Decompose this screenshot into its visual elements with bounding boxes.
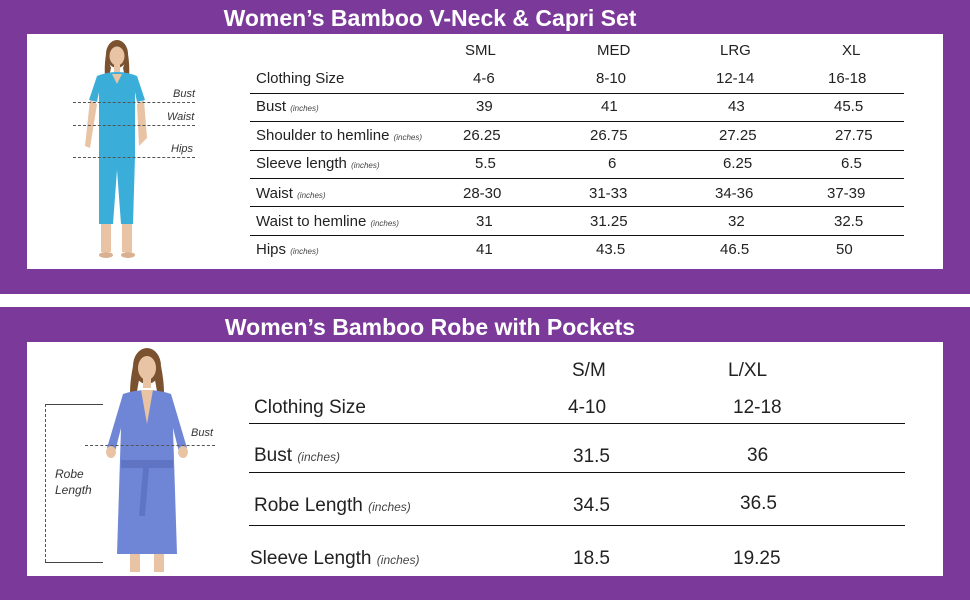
robe-title: Women’s Bamboo Robe with Pockets bbox=[224, 314, 636, 340]
table-cell: 41 bbox=[476, 241, 493, 258]
size-header-sm: S/M bbox=[572, 360, 606, 381]
row-divider bbox=[250, 150, 904, 151]
bust-callout: Bust bbox=[173, 88, 196, 100]
waist-guide-line bbox=[73, 125, 195, 126]
table-row-label: Sleeve Length (inches) bbox=[250, 548, 420, 569]
table-row-label: Shoulder to hemline (inches) bbox=[256, 127, 423, 144]
table-cell: 16-18 bbox=[828, 70, 867, 87]
robe-bust-guide-line bbox=[85, 445, 215, 446]
hips-callout: Hips bbox=[171, 143, 194, 155]
robe-bust-callout: Bust bbox=[191, 427, 214, 439]
size-header-xl: XL bbox=[842, 42, 861, 59]
table-cell: 8-10 bbox=[596, 70, 627, 87]
row-divider bbox=[249, 525, 905, 526]
row-divider bbox=[250, 121, 904, 122]
robe-panel bbox=[0, 307, 970, 600]
table-cell: 26.25 bbox=[463, 127, 501, 144]
table-cell: 4-6 bbox=[473, 70, 495, 87]
row-divider bbox=[249, 423, 905, 424]
table-cell: 34-36 bbox=[715, 185, 754, 202]
pajama-set-card bbox=[27, 34, 943, 269]
table-cell: 12-14 bbox=[716, 70, 755, 87]
table-cell: 37-39 bbox=[827, 185, 866, 202]
table-cell: 43 bbox=[728, 98, 745, 115]
hips-guide-line bbox=[73, 157, 195, 158]
table-cell: 27.25 bbox=[719, 127, 757, 144]
table-cell: 46.5 bbox=[720, 241, 750, 258]
table-cell: 32 bbox=[728, 213, 745, 230]
table-cell: 43.5 bbox=[596, 241, 626, 258]
table-cell: 39 bbox=[476, 98, 493, 115]
table-cell: 34.5 bbox=[573, 495, 610, 516]
robe-bottom-line bbox=[45, 562, 103, 563]
size-header-lxl: L/XL bbox=[728, 360, 768, 381]
row-divider bbox=[250, 206, 904, 207]
size-header-med: MED bbox=[597, 42, 631, 59]
robe-top-line bbox=[45, 404, 103, 405]
size-header-lrg: LRG bbox=[720, 42, 751, 59]
table-cell: 50 bbox=[836, 241, 853, 258]
table-row-label: Waist (inches) bbox=[256, 185, 326, 202]
table-row-label: Bust (inches) bbox=[256, 98, 319, 115]
row-divider bbox=[250, 235, 904, 236]
table-cell: 12-18 bbox=[733, 397, 782, 418]
model-robe-figure bbox=[97, 344, 197, 576]
table-cell: 5.5 bbox=[475, 155, 496, 172]
pajama-set-panel bbox=[0, 0, 970, 294]
robe-card bbox=[27, 342, 943, 576]
table-cell: 45.5 bbox=[834, 98, 864, 115]
bust-guide-line bbox=[73, 102, 195, 103]
table-cell: 6 bbox=[608, 155, 617, 172]
table-cell: 28-30 bbox=[463, 185, 502, 202]
table-row-label: Bust (inches) bbox=[254, 445, 340, 466]
table-cell: 31.25 bbox=[590, 213, 628, 230]
table-cell: 36 bbox=[747, 445, 769, 466]
table-cell: 31.5 bbox=[573, 446, 610, 467]
table-row-label: Robe Length (inches) bbox=[254, 495, 411, 516]
robe-length-guide bbox=[45, 404, 46, 562]
waist-callout: Waist bbox=[167, 111, 195, 123]
table-cell: 31 bbox=[476, 213, 493, 230]
table-row-label: Hips (inches) bbox=[256, 241, 319, 258]
table-row-label: Clothing Size bbox=[254, 397, 366, 418]
table-cell: 26.75 bbox=[590, 127, 628, 144]
table-cell: 32.5 bbox=[834, 213, 864, 230]
table-cell: 4-10 bbox=[568, 397, 607, 418]
table-cell: 27.75 bbox=[835, 127, 873, 144]
table-cell: 31-33 bbox=[589, 185, 628, 202]
table-cell: 36.5 bbox=[740, 493, 777, 514]
table-cell: 41 bbox=[601, 98, 618, 115]
row-divider bbox=[250, 178, 904, 179]
table-cell: 6.25 bbox=[723, 155, 753, 172]
size-header-sml: SML bbox=[465, 42, 496, 59]
robe-length-callout: Robe Length bbox=[55, 467, 92, 497]
pajama-set-title: Women’s Bamboo V-Neck & Capri Set bbox=[223, 5, 637, 31]
model-pajama-figure bbox=[77, 38, 157, 266]
table-cell: 19.25 bbox=[733, 548, 781, 569]
table-row-label: Sleeve length (inches) bbox=[256, 155, 380, 172]
table-row-label: Waist to hemline (inches) bbox=[256, 213, 399, 230]
table-cell: 18.5 bbox=[573, 548, 610, 569]
row-divider bbox=[250, 93, 904, 94]
row-divider bbox=[249, 472, 905, 473]
table-row-label: Clothing Size bbox=[256, 70, 345, 87]
table-cell: 6.5 bbox=[841, 155, 862, 172]
